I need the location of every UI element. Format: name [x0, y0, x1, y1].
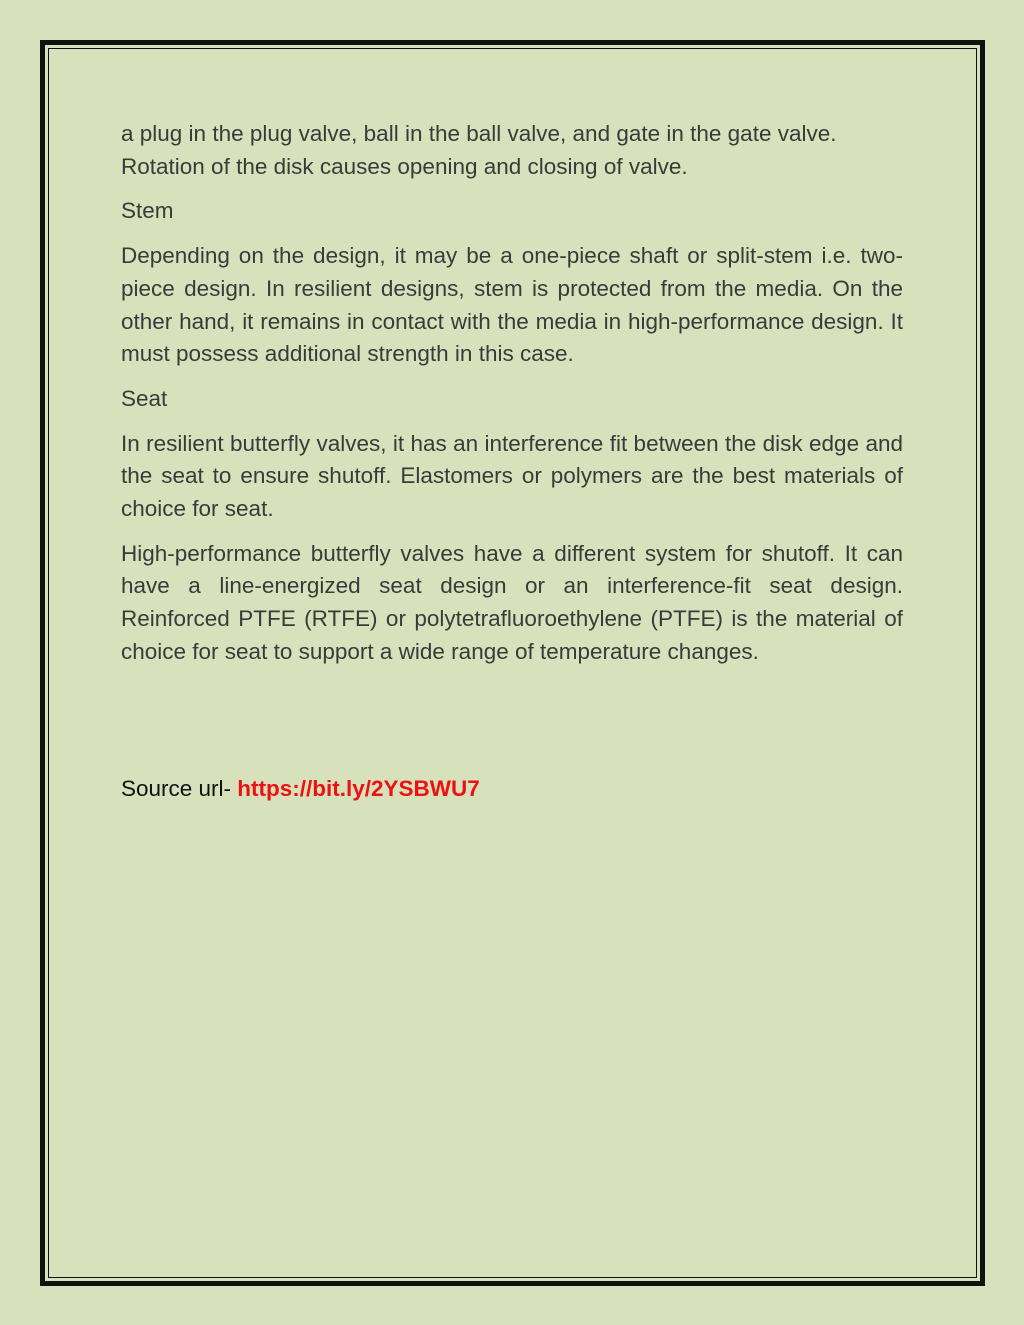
paragraph-seat-high-performance: High-performance butterfly valves have a different system for shutoff. It can have a line-energized seat design or an interference-fit seat design. Reinforced PTFE (RTFE) or polytetrafluoroethylene (PTFE) is the material of choice for seat to support a wide range of temperature changes. — [121, 540, 903, 664]
paragraph-seat-resilient: In resilient butterfly valves, it has an interference fit between the disk edge and the seat to ensure shutoff. Elastomers or polymers are the best materials of choice for seat. — [121, 430, 903, 522]
paragraph-intro: a plug in the plug valve, ball in the ball valve, and gate in the gate valve. Rotation of the disk causes opening and closing of valve. — [121, 121, 837, 179]
source-link[interactable]: https://bit.ly/2YSBWU7 — [237, 776, 480, 801]
paragraph-stem: Depending on the design, it may be a one-piece shaft or split-stem i.e. two-piece design. In resilient designs, stem is protected from the media. On the other hand, it remains in contact with the media in high-performance design. It must possess additional strength in this case. — [121, 243, 903, 367]
heading-stem: Stem — [121, 198, 174, 224]
heading-seat: Seat — [121, 385, 168, 411]
document-body — [121, 118, 903, 681]
source-label: Source url- — [121, 776, 238, 801]
source-line — [121, 773, 480, 805]
